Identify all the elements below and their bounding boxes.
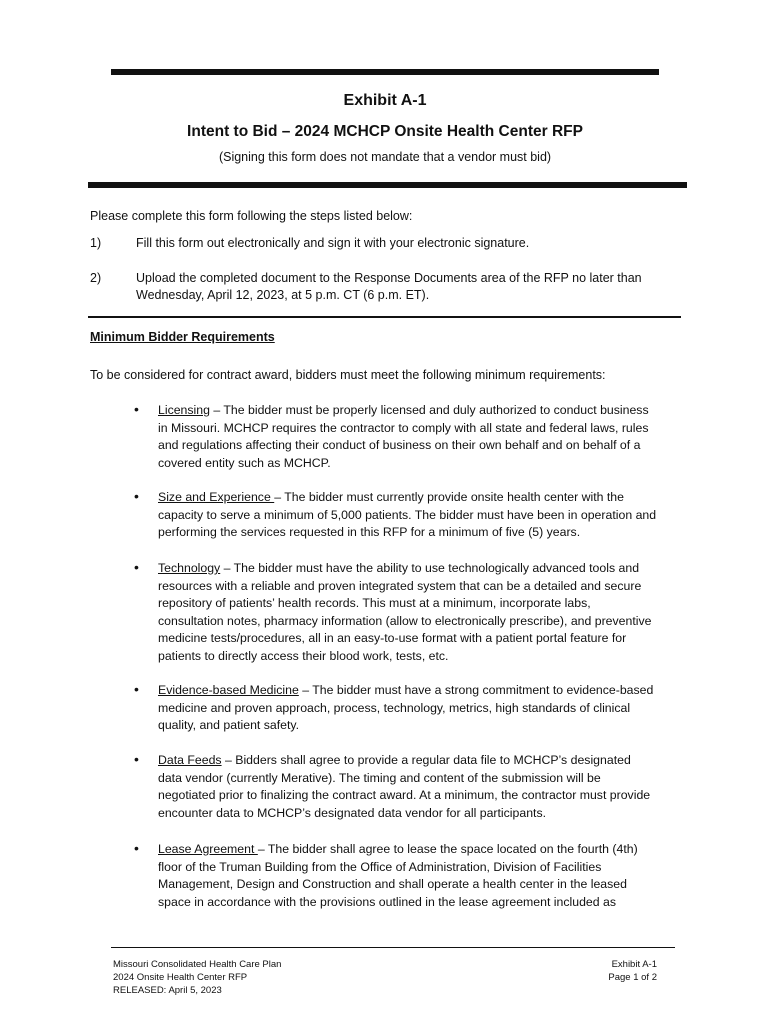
bullet-icon: • [134,840,139,856]
requirement-item [158,402,658,472]
requirement-term: Data Feeds [158,753,222,767]
requirement-text: – Bidders shall agree to provide a regular data file to MCHCP’s designated data vendor (currently Merative). The timing and content of the submission will be negotiated prior to finalizing the contract award. At a minimum, the contractor must provide encounter data to MCHCP’s designated data vendor for all participants. [158,753,651,820]
instructions-intro: Please complete this form following the steps listed below: [90,209,413,223]
footer-right [608,958,657,984]
top-rule [111,69,659,75]
requirement-item [158,752,658,822]
requirement-item [158,682,658,735]
requirement-text: – The bidder must have the ability to use technologically advanced tools and resources with a reliable and proven integrated system that can be a detailed and secure repository of patients’ health records. This must at a minimum, incorporate labs, consultation notes, pharmacy information (allow to electronically prescribe), and preventive medicine tests/procedures, all in an easy-to-use format with a patient portal feature for patients to directly access their blood work, tests, etc. [158,561,652,663]
section-divider [88,316,681,318]
bullet-icon: • [134,401,139,417]
requirement-term: Technology [158,561,221,575]
header-bottom-rule [88,182,687,188]
requirement-item [158,560,658,665]
bullet-icon: • [134,751,139,767]
footer-line: Missouri Consolidated Health Care Plan [113,959,282,970]
form-note: (Signing this form does not mandate that a vendor must bid) [218,150,552,164]
requirement-term: Licensing [158,403,210,417]
requirement-text: – The bidder must currently provide onsite health center with the capacity to serve a minimum of 5,000 patients. The bidder must have been in operation and performing the services requested in this RFP for a minimum of five (5) years. [158,490,657,539]
requirements-intro: To be considered for contract award, bidders must meet the following minimum requirements: [90,368,606,382]
requirement-text: – The bidder must have a strong commitment to evidence-based medicine and proven approach, process, technology, metrics, high standards of clinical quality, and patient safety. [158,683,654,732]
step-number: 1) [90,236,102,250]
footer-rule [111,947,675,948]
requirement-term: Evidence-based Medicine [158,683,299,697]
requirement-term: Lease Agreement [158,842,258,856]
footer-line: Exhibit A-1 [611,959,657,970]
footer-line: 2024 Onsite Health Center RFP [113,972,248,983]
requirement-text: – The bidder must be properly licensed and duly authorized to conduct business in Missouri. MCHCP requires the contractor to comply with all state and federal laws, rules and regulations affecting their conduct of business on their own behalf and on behalf of a covered entity such as MCHCP. [158,403,649,470]
requirement-item [158,841,658,911]
footer-line: RELEASED: April 5, 2023 [113,985,222,996]
step-text: Upload the completed document to the Response Documents area of the RFP no later than Wednesday, April 12, 2023, at 5 p.m. CT (6 p.m. ET). [136,271,642,302]
requirements-title: Minimum Bidder Requirements [90,330,275,344]
bullet-icon: • [134,488,139,504]
step-number: 2) [90,271,102,285]
step-text: Fill this form out electronically and sign it with your electronic signature. [136,236,530,250]
bullet-icon: • [134,681,139,697]
requirement-text: – The bidder shall agree to lease the space located on the fourth (4th) floor of the Truman Building from the Office of Administration, Division of Facilities Management, Design and Construction and shall operate a health center in the leased space in accordance with the provisions outlined in the lease agreement included as [158,842,638,909]
form-title: Intent to Bid – 2024 MCHCP Onsite Health Center RFP [187,123,583,140]
exhibit-title: Exhibit A-1 [343,92,427,109]
footer-line: Page 1 of 2 [608,972,657,983]
requirement-term: Size and Experience [158,490,275,504]
bullet-icon: • [134,559,139,575]
requirement-item [158,489,658,542]
footer-left [113,958,281,997]
